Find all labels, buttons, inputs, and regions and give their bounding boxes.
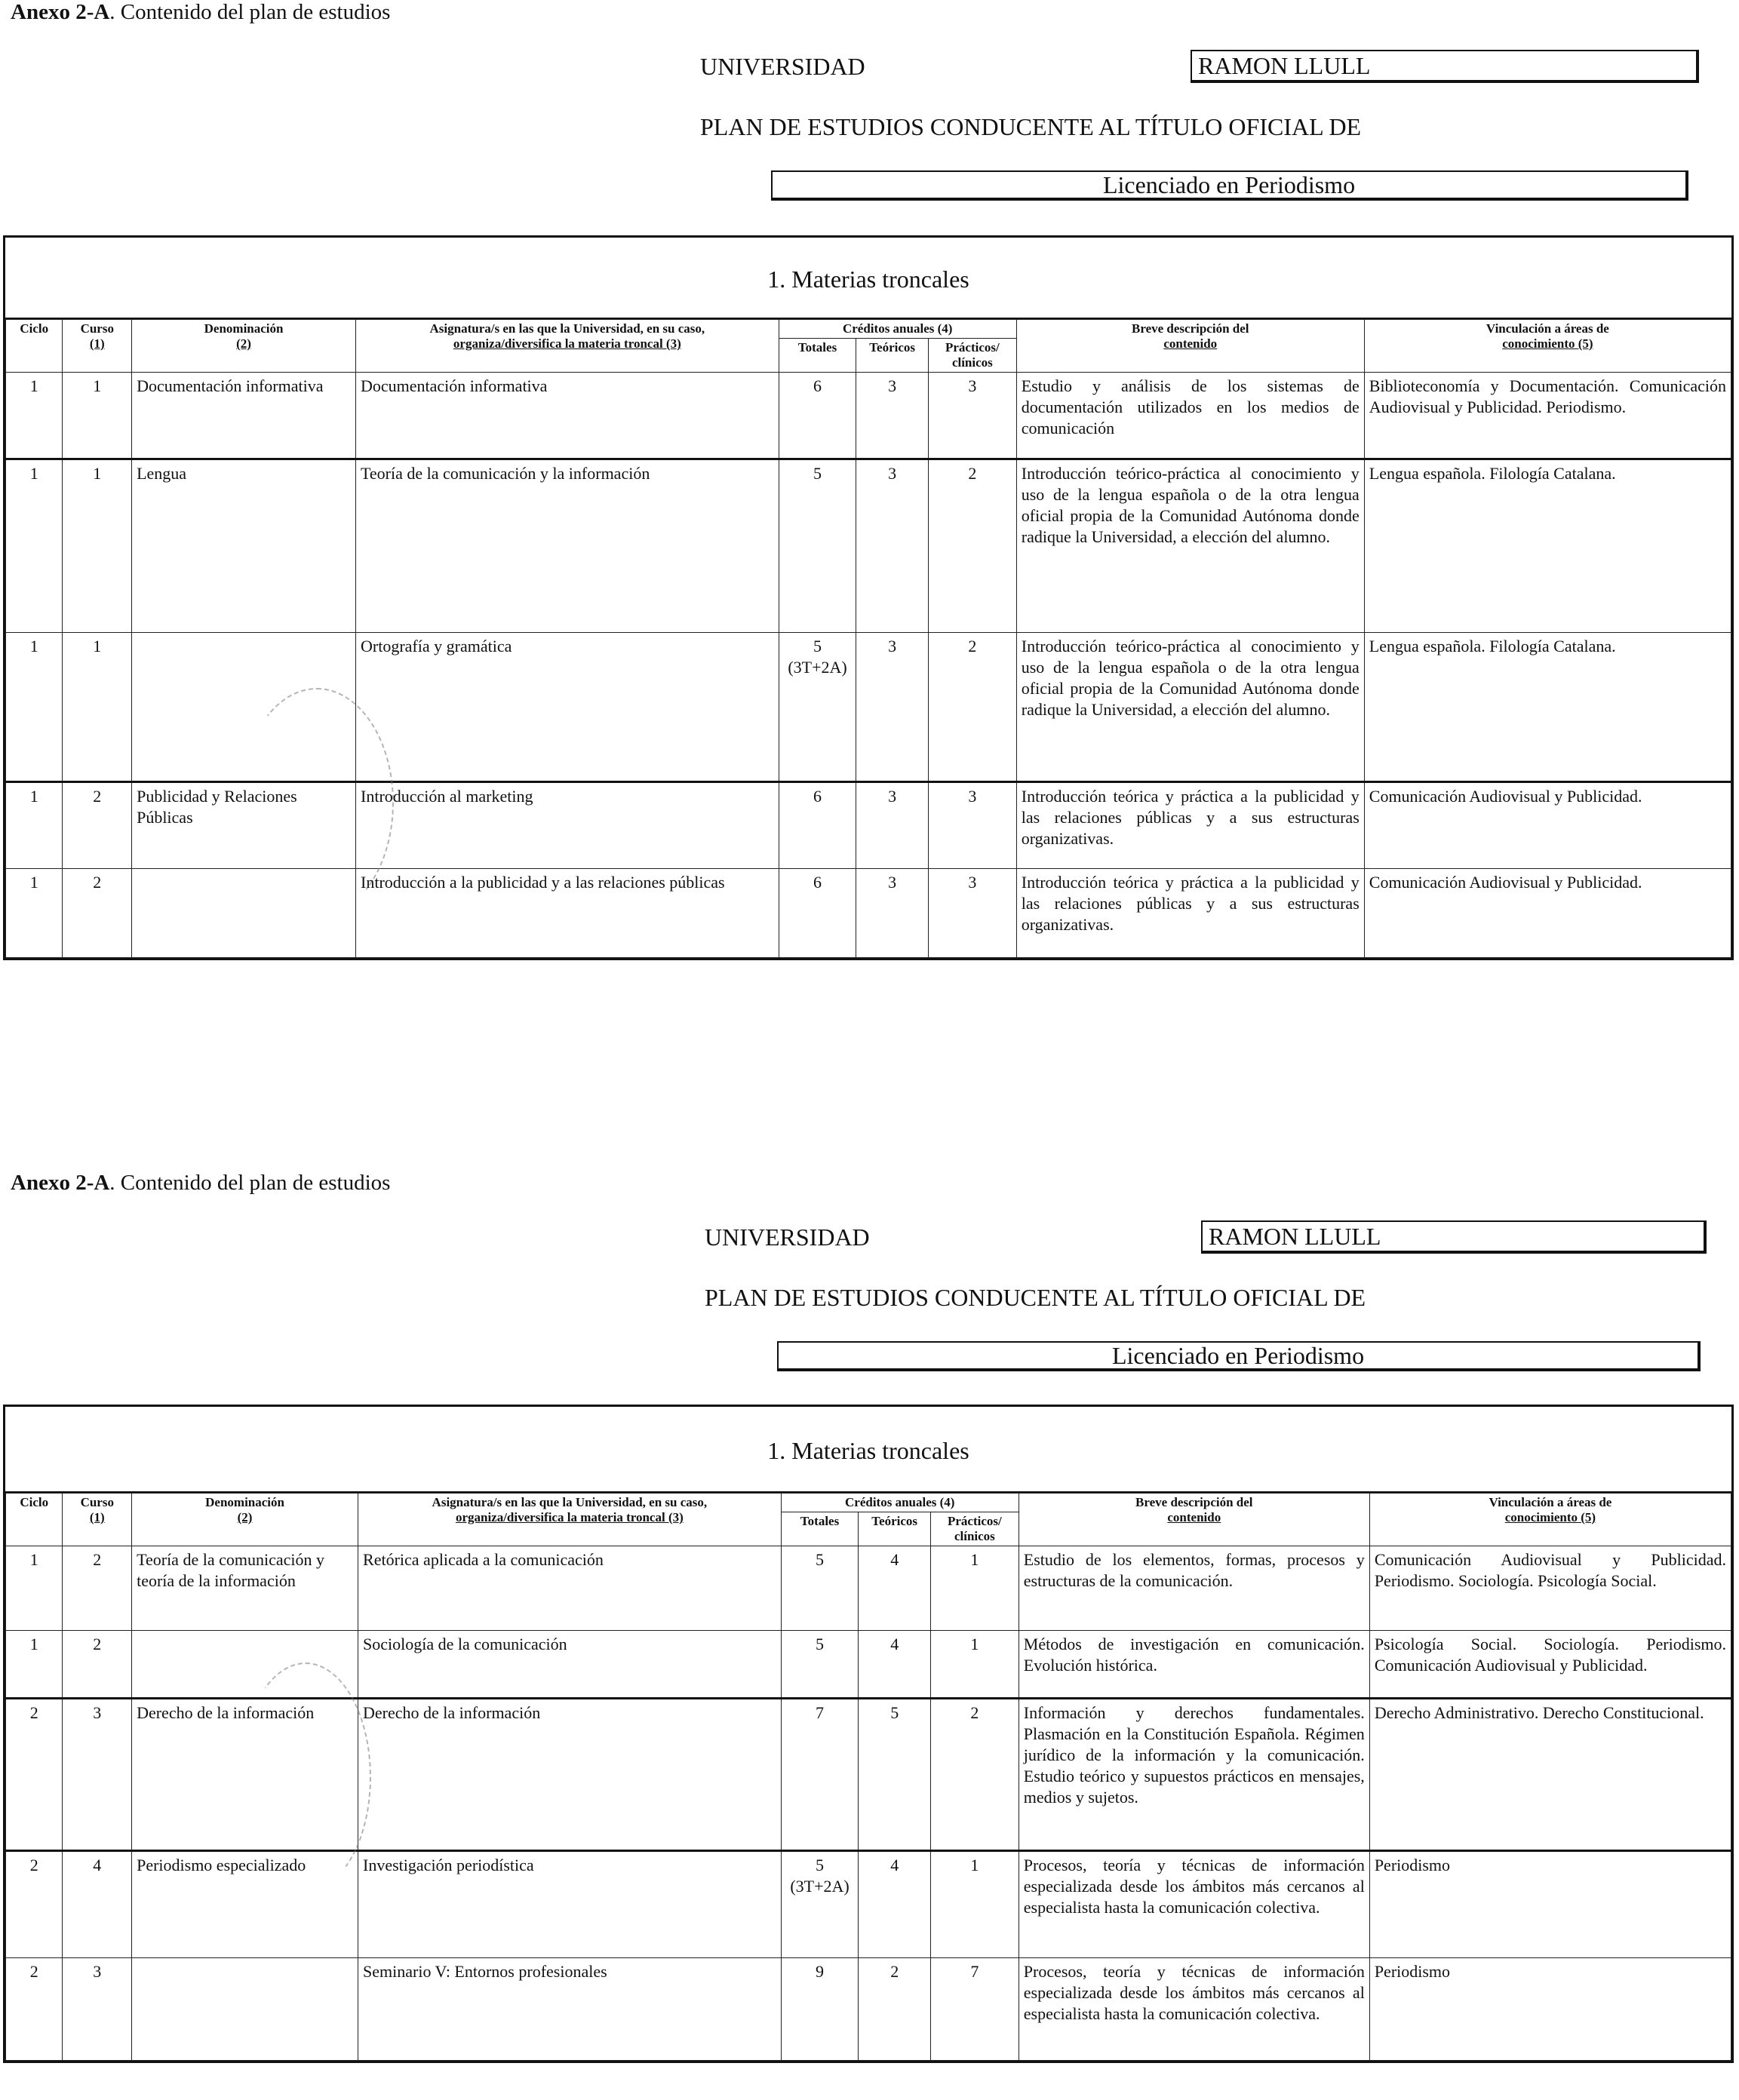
cell-curso: 2 <box>63 1546 132 1631</box>
cell-asignatura: Derecho de la información <box>358 1699 782 1851</box>
cell-asignatura: Retórica aplicada a la comunicación <box>358 1546 782 1631</box>
table-row <box>6 459 1731 633</box>
cell-teoricos: 3 <box>856 633 929 782</box>
cell-descripcion: Métodos de investigación en comunicación. Evolución histórica. <box>1019 1631 1369 1699</box>
cell-asignatura: Introducción a la publicidad y a las relaciones públicas <box>356 869 779 958</box>
cell-teoricos: 3 <box>856 782 929 869</box>
cell-ciclo: 1 <box>6 373 63 459</box>
cell-asignatura: Investigación periodística <box>358 1851 782 1958</box>
header-ciclo: Ciclo <box>6 320 63 373</box>
titulo-box: Licenciado en Periodismo <box>771 170 1688 201</box>
cell-practicos: 2 <box>928 633 1016 782</box>
cell-curso: 1 <box>63 633 132 782</box>
annex-heading: Anexo 2-A. Contenido del plan de estudios <box>11 1171 391 1195</box>
cell-denominacion: Publicidad y Relaciones Públicas <box>132 782 356 869</box>
cell-curso: 3 <box>63 1699 132 1851</box>
header-descripcion: Breve descripción del contenido <box>1019 1494 1369 1546</box>
plan-title: PLAN DE ESTUDIOS CONDUCENTE AL TÍTULO OFICIAL DE <box>705 1284 1366 1311</box>
header-denominacion: Denominación (2) <box>132 1494 358 1546</box>
section-title: 1. Materias troncales <box>5 1407 1731 1493</box>
cell-totales: 5 <box>779 459 856 633</box>
cell-vinculacion: Biblioteconomía y Documentación. Comunicación Audiovisual y Publicidad. Periodismo. <box>1364 373 1731 459</box>
cell-descripcion: Procesos, teoría y técnicas de información especializada desde los ámbitos más cercanos al especialista hasta la comunicación colectiva. <box>1019 1958 1369 2061</box>
cell-denominacion: Teoría de la comunicación y teoría de la información <box>132 1546 358 1631</box>
cell-totales: 6 <box>779 373 856 459</box>
cell-asignatura: Sociología de la comunicación <box>358 1631 782 1699</box>
cell-practicos: 2 <box>931 1699 1019 1851</box>
cell-teoricos: 4 <box>859 1631 931 1699</box>
section-title: 1. Materias troncales <box>5 238 1731 319</box>
header-descripcion: Breve descripción del contenido <box>1016 320 1364 373</box>
cell-vinculacion: Lengua española. Filología Catalana. <box>1364 633 1731 782</box>
cell-descripcion: Estudio de los elementos, formas, procesos y estructuras de la comunicación. <box>1019 1546 1369 1631</box>
cell-asignatura: Introducción al marketing <box>356 782 779 869</box>
cell-ciclo: 2 <box>6 1699 63 1851</box>
cell-descripcion: Procesos, teoría y técnicas de información especializada desde los ámbitos más cercanos al especialista hasta la comunicación colectiva. <box>1019 1851 1369 1958</box>
header-teoricos: Teóricos <box>859 1512 931 1546</box>
cell-curso: 2 <box>63 1631 132 1699</box>
cell-teoricos: 4 <box>859 1851 931 1958</box>
cell-vinculacion: Periodismo <box>1369 1851 1731 1958</box>
cell-teoricos: 2 <box>859 1958 931 2061</box>
cell-teoricos: 3 <box>856 459 929 633</box>
titulo-box: Licenciado en Periodismo <box>777 1341 1701 1371</box>
cell-teoricos: 3 <box>856 869 929 958</box>
header-asignatura: Asignatura/s en las que la Universidad, en su caso, organiza/diversifica la materia troncal (3) <box>356 320 779 373</box>
cell-descripcion: Introducción teórica y práctica a la publicidad y las relaciones públicas y a sus estructuras organizativas. <box>1016 869 1364 958</box>
annex-heading: Anexo 2-A. Contenido del plan de estudios <box>11 0 391 24</box>
cell-teoricos: 5 <box>859 1699 931 1851</box>
header-curso: Curso (1) <box>63 1494 132 1546</box>
header-totales: Totales <box>781 1512 859 1546</box>
cell-ciclo: 2 <box>6 1851 63 1958</box>
cell-vinculacion: Psicología Social. Sociología. Periodismo. Comunicación Audiovisual y Publicidad. <box>1369 1631 1731 1699</box>
header-row <box>6 1494 1731 1512</box>
cell-totales: 5 <box>781 1631 859 1699</box>
cell-practicos: 1 <box>931 1546 1019 1631</box>
header-totales: Totales <box>779 339 856 373</box>
cell-teoricos: 3 <box>856 373 929 459</box>
table-row <box>6 1546 1731 1631</box>
cell-ciclo: 1 <box>6 633 63 782</box>
cell-totales: 7 <box>781 1699 859 1851</box>
cell-descripcion: Introducción teórico-práctica al conocimiento y uso de la lengua española o de la otra lengua oficial propia de la Comunidad Autónoma donde radique la Universidad, a elección del alumno. <box>1016 633 1364 782</box>
cell-totales: 5 (3T+2A) <box>781 1851 859 1958</box>
cell-ciclo: 1 <box>6 459 63 633</box>
header-vinculacion: Vinculación a áreas de conocimiento (5) <box>1369 1494 1731 1546</box>
cell-curso: 2 <box>63 869 132 958</box>
table-row <box>6 373 1731 459</box>
cell-ciclo: 1 <box>6 1631 63 1699</box>
cell-curso: 1 <box>63 373 132 459</box>
cell-curso: 4 <box>63 1851 132 1958</box>
cell-asignatura: Teoría de la comunicación y la información <box>356 459 779 633</box>
cell-descripcion: Estudio y análisis de los sistemas de documentación utilizados en los medios de comunicación <box>1016 373 1364 459</box>
cell-ciclo: 1 <box>6 782 63 869</box>
universidad-value-box: RAMON LLULL <box>1191 50 1699 83</box>
cell-vinculacion: Lengua española. Filología Catalana. <box>1364 459 1731 633</box>
header-creditos: Créditos anuales (4) <box>781 1494 1019 1512</box>
cell-asignatura: Ortografía y gramática <box>356 633 779 782</box>
cell-vinculacion: Comunicación Audiovisual y Publicidad. Periodismo. Sociología. Psicología Social. <box>1369 1546 1731 1631</box>
cell-denominacion: Documentación informativa <box>132 373 356 459</box>
cell-practicos: 2 <box>928 459 1016 633</box>
header-denominacion: Denominación (2) <box>132 320 356 373</box>
official-stamp-icon <box>240 688 394 917</box>
cell-denominacion <box>132 1958 358 2061</box>
cell-practicos: 1 <box>931 1851 1019 1958</box>
cell-practicos: 7 <box>931 1958 1019 2061</box>
official-stamp-icon <box>240 1662 371 1892</box>
header-ciclo: Ciclo <box>6 1494 63 1546</box>
cell-practicos: 3 <box>928 782 1016 869</box>
cell-curso: 2 <box>63 782 132 869</box>
cell-ciclo: 1 <box>6 1546 63 1631</box>
cell-asignatura: Documentación informativa <box>356 373 779 459</box>
universidad-label: UNIVERSIDAD <box>700 53 865 80</box>
plan-title: PLAN DE ESTUDIOS CONDUCENTE AL TÍTULO OFICIAL DE <box>700 113 1362 140</box>
cell-descripcion: Introducción teórico-práctica al conocimiento y uso de la lengua española o de la otra lengua oficial propia de la Comunidad Autónoma donde radique la Universidad, a elección del alumno. <box>1016 459 1364 633</box>
cell-practicos: 3 <box>928 373 1016 459</box>
header-creditos: Créditos anuales (4) <box>779 320 1016 339</box>
cell-vinculacion: Comunicación Audiovisual y Publicidad. <box>1364 869 1731 958</box>
cell-practicos: 3 <box>928 869 1016 958</box>
cell-ciclo: 1 <box>6 869 63 958</box>
header-practicos: Prácticos/ clínicos <box>928 339 1016 373</box>
universidad-value-box: RAMON LLULL <box>1201 1220 1707 1254</box>
header-teoricos: Teóricos <box>856 339 929 373</box>
cell-totales: 5 <box>781 1546 859 1631</box>
cell-vinculacion: Periodismo <box>1369 1958 1731 2061</box>
table-row <box>6 1958 1731 2061</box>
cell-denominacion: Periodismo especializado <box>132 1851 358 1958</box>
header-row <box>6 320 1731 339</box>
cell-asignatura: Seminario V: Entornos profesionales <box>358 1958 782 2061</box>
cell-descripcion: Información y derechos fundamentales. Plasmación en la Constitución Española. Régimen jurídico de la información y la comunicación. Estudio teórico y supuestos prácticos en mensajes, medios y sujetos. <box>1019 1699 1369 1851</box>
header-asignatura: Asignatura/s en las que la Universidad, en su caso, organiza/diversifica la materia troncal (3) <box>358 1494 782 1546</box>
cell-curso: 3 <box>63 1958 132 2061</box>
cell-ciclo: 2 <box>6 1958 63 2061</box>
cell-practicos: 1 <box>931 1631 1019 1699</box>
universidad-label: UNIVERSIDAD <box>705 1223 870 1251</box>
header-practicos: Prácticos/ clínicos <box>931 1512 1019 1546</box>
cell-vinculacion: Comunicación Audiovisual y Publicidad. <box>1364 782 1731 869</box>
header-curso: Curso (1) <box>63 320 132 373</box>
cell-descripcion: Introducción teórica y práctica a la publicidad y las relaciones públicas y a sus estructuras organizativas. <box>1016 782 1364 869</box>
cell-vinculacion: Derecho Administrativo. Derecho Constitucional. <box>1369 1699 1731 1851</box>
cell-denominacion: Lengua <box>132 459 356 633</box>
cell-curso: 1 <box>63 459 132 633</box>
cell-totales: 5 (3T+2A) <box>779 633 856 782</box>
cell-totales: 9 <box>781 1958 859 2061</box>
cell-denominacion: Derecho de la información <box>132 1699 358 1851</box>
cell-totales: 6 <box>779 782 856 869</box>
cell-teoricos: 4 <box>859 1546 931 1631</box>
header-vinculacion: Vinculación a áreas de conocimiento (5) <box>1364 320 1731 373</box>
cell-totales: 6 <box>779 869 856 958</box>
